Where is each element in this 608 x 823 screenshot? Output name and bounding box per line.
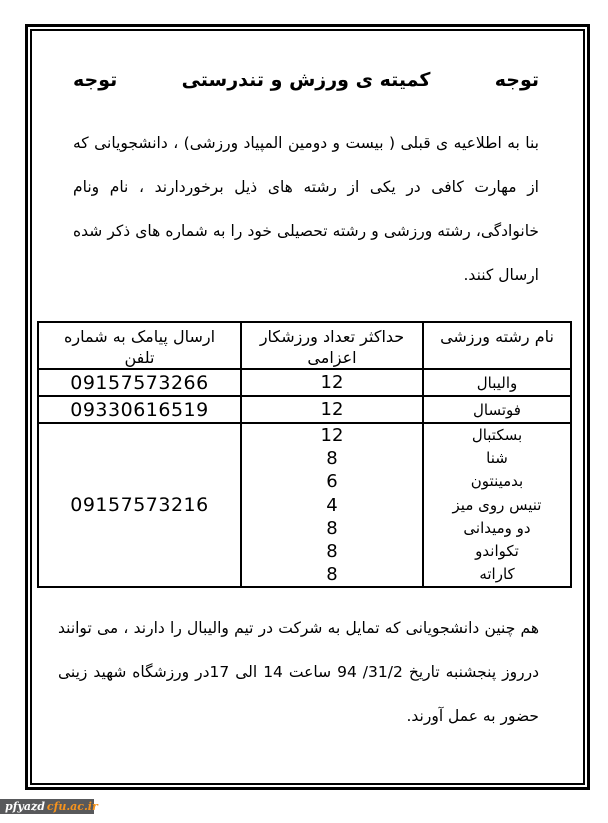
table-row-volleyball <box>38 369 571 396</box>
watermark-site-domain: cfu.ac.ir <box>46 800 98 813</box>
sms-phone-number: 09157573216 <box>38 423 241 587</box>
max-athletes-list <box>241 423 423 587</box>
attention-label-right: توجه <box>494 69 539 91</box>
max-athletes-value: 12 <box>320 425 344 446</box>
outro-line: هم چنین دانشجویانی که تمایل به شرکت در تیم والیبال را دارند ، می توانند <box>58 619 539 638</box>
col-header-phone: ارسال پیامک به شماره تلفن <box>38 322 241 369</box>
sport-name: کاراته <box>479 565 515 584</box>
table-row-other-sports <box>38 423 571 587</box>
outro-paragraph <box>58 606 539 738</box>
max-athletes-value: 12 <box>241 369 423 396</box>
max-athletes-value: 6 <box>326 471 338 493</box>
outro-line: حضور به عمل آورند. <box>406 707 539 726</box>
sport-name: فوتسال <box>423 396 571 423</box>
max-athletes-value: 4 <box>326 494 338 516</box>
watermark-site-prefix: pfyazd <box>5 800 45 813</box>
intro-line: از مهارت کافی در یکی از رشته های ذیل برخوردارند ، نام ونام <box>73 178 539 196</box>
document-header <box>73 65 539 95</box>
max-athletes-value: 12 <box>241 396 423 423</box>
intro-paragraph <box>73 121 539 297</box>
sport-name: شنا <box>486 449 508 468</box>
table-row-futsal <box>38 396 571 423</box>
committee-title: کمیته ی ورزش و تندرستی <box>181 69 431 91</box>
intro-line: ارسال کنند. <box>463 266 539 284</box>
document-border-inner <box>30 29 585 785</box>
sport-name: بسکتبال <box>471 426 523 444</box>
col-header-sport: نام رشته ورزشی <box>423 322 571 369</box>
announcement-document <box>32 31 583 783</box>
sms-phone-number: 09157573266 <box>38 369 241 396</box>
intro-line: بنا به اطلاعیه ی قبلی ( بیست و دومین المپیاد ورزشی) ، دانشجویانی که <box>73 134 539 152</box>
col-header-max-athletes: حداکثر تعداد ورزشکار اعزامی <box>241 322 423 369</box>
attention-label-left: توجه <box>73 69 118 91</box>
sms-phone-number: 09330616519 <box>38 396 241 423</box>
sport-name: تنیس روی میز <box>452 495 542 514</box>
sport-name: والیبال <box>423 369 571 396</box>
sport-name: بدمینتون <box>470 472 524 491</box>
max-athletes-value: 8 <box>326 564 338 586</box>
sports-table <box>37 321 572 588</box>
table-header-row <box>38 322 571 369</box>
outro-line: درروز پنجشنبه تاریخ 31/2/ 94 ساعت 14 الی 17در ورزشگاه شهید زینی <box>58 663 539 682</box>
sport-name: دو ومیدانی <box>463 518 531 537</box>
max-athletes-value: 8 <box>326 448 338 470</box>
watermark-badge <box>0 799 98 814</box>
max-athletes-value: 8 <box>326 517 338 539</box>
intro-line: خانوادگی، رشته ورزشی و رشته تحصیلی خود را به شماره های ذکر شده <box>73 222 539 240</box>
sport-name: تکواندو <box>475 542 519 561</box>
document-border-outer <box>25 24 590 790</box>
sport-name-list <box>423 423 571 587</box>
max-athletes-value: 8 <box>326 541 338 563</box>
